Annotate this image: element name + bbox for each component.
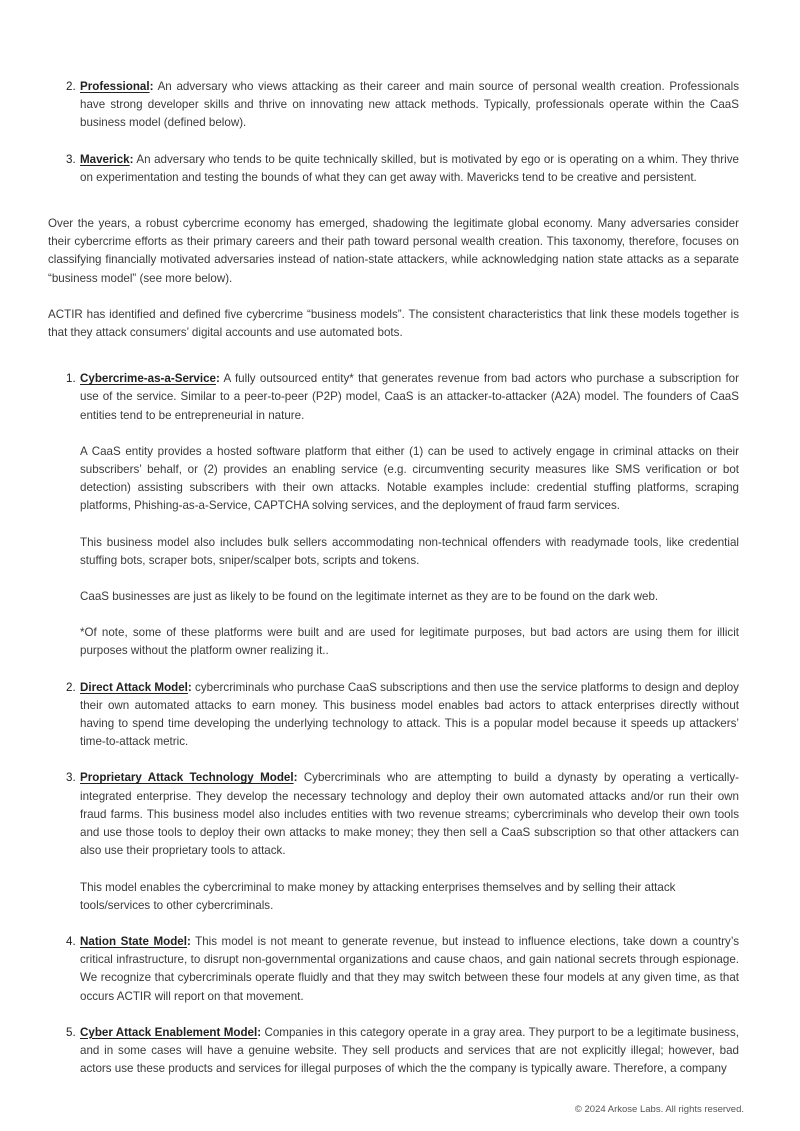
model-item-direct-attack <box>64 679 739 752</box>
definition-professional: An adversary who views attacking as their career and main source of personal wealth creation. Professionals have strong developer skills and thrive on innovating new attack methods. Typically, professionals operate within the CaaS business model (defined below). <box>80 80 739 130</box>
list-number: 3. <box>66 771 76 785</box>
term-professional: Professional <box>80 80 150 93</box>
caas-footnote: *Of note, some of these platforms were built and are used for legitimate purposes, but bad actors are using them for illicit purposes without the platform owner realizing it.. <box>80 626 739 658</box>
list-item-text: Maverick: An adversary who tends to be quite technically skilled, but is motivated by ego or is operating on a whim. They thrive on experimentation and testing the bounds of what they can get away with. Mavericks tend to be creative and persistent. <box>80 152 739 184</box>
intro-paragraph-business-models: ACTIR has identified and defined five cybercrime “business models”. The consistent characteristics that link these models together is that they attack consumers’ digital accounts and use automated bots. <box>48 307 739 340</box>
proprietary-paragraph: This model enables the cybercriminal to make money by attacking enterprises themselves and by selling their attack tools/services to other cybercriminals. <box>80 880 676 912</box>
model-text: Nation State Model: This model is not meant to generate revenue, but instead to influence elections, take down a country’s critical infrastructure, to disrupt non-governmental organizations and cause chaos, and gain national secrets through espionage. We recognize that cybercriminals operate fluidly and that they may switch between these four models at any given time, as that occurs ACTIR will report on that movement. <box>80 934 739 1003</box>
term-direct-attack: Direct Attack Model <box>80 680 188 694</box>
model-text: Proprietary Attack Technology Model: Cybercriminals who are attempting to build a dynasty by operating a vertically-integrated enterprise. They develop the necessary technology and deploy their own automated attacks and/or run their own fraud farms. This business model also includes entities with two revenue streams; cybercriminals who develop their own tools and use those tools to deploy their own attacks to make money; they then sell a CaaS subscription so that other attackers can also use their proprietary tools to attack. <box>80 771 739 858</box>
list-number: 5. <box>66 1025 76 1039</box>
definition-direct-attack: cybercriminals who purchase CaaS subscriptions and then use the service platforms to design and deploy their own automated attacks to earn money. This business model enables bad actors to attack enterprises directly without having to spend time developing the underlying technology to attack. This is a popular model because it speeds up attackers’ time-to-attack metric. <box>80 680 739 749</box>
model-item-caas <box>64 370 739 660</box>
model-text: Cyber Attack Enablement Model: Companies in this category operate in a gray area. They purport to be a legitimate business, and in some cases will have a genuine website. They sell products and services that are not explicitly illegal; however, bad actors use these products and services for illegal purposes of which the the company is typically aware. Therefore, a company <box>80 1025 739 1076</box>
term-nation-state: Nation State Model <box>80 934 187 948</box>
definition-caas: A fully outsourced entity* that generates revenue from bad actors who purchase a subscription for use of the service. Similar to a peer-to-peer (P2P) model, CaaS is an attacker-to-attacker (A2A) model. The founders of CaaS entities tend to be entrepreneurial in nature. <box>80 372 739 422</box>
list-item-professional <box>64 78 739 133</box>
definition-enablement: Companies in this category operate in a gray area. They purport to be a legitimate business, and in some cases will have a genuine website. They sell products and services that are not explicitly illegal; however, bad actors use these products and services for illegal purposes of which the the company is typically aware. Therefore, a company <box>80 1025 739 1076</box>
caas-paragraph-location: CaaS businesses are just as likely to be found on the legitimate internet as they are to be found on the dark web. <box>80 590 659 604</box>
list-number: 3. <box>66 152 76 166</box>
list-number: 4. <box>66 934 76 948</box>
model-item-proprietary <box>64 769 739 914</box>
model-item-nation-state <box>64 933 739 1006</box>
list-number: 2. <box>66 80 76 93</box>
caas-paragraph-platform: A CaaS entity provides a hosted software platform that either (1) can be used to actively engage in criminal attacks on their subscribers’ behalf, or (2) provides an enabling service (e.g. circumventing security measures like SMS verification or bot detection) assisting subscribers with their own attacks. Notable examples include: credential stuffing platforms, scraping platforms, Phishing-as-a-Service, CAPTCHA solving services, and the deployment of fraud farm services. <box>80 444 739 513</box>
intro-paragraph-economy: Over the years, a robust cybercrime economy has emerged, shadowing the legitimate global economy. Many adversaries consider their cybercrime efforts as their primary careers and their path toward personal wealth creation. This taxonomy, therefore, focuses on classifying financially motivated adversaries instead of nation-state attackers, while acknowledging nation state attacks as a separate “business model” (see more below). <box>48 217 739 285</box>
list-item-text: Professional: An adversary who views attacking as their career and main source of personal wealth creation. Professionals have strong developer skills and thrive on innovating new attack methods. Typically, professionals operate within the CaaS business model (defined below). <box>80 80 739 130</box>
definition-nation-state: This model is not meant to generate revenue, but instead to influence elections, take down a country’s critical infrastructure, to disrupt non-governmental organizations and cause chaos, and gain national secrets through espionage. We recognize that cybercriminals operate fluidly and that they may switch between these four models at any given time, as that occurs ACTIR will report on that movement. <box>80 934 739 1003</box>
model-text: Direct Attack Model: cybercriminals who purchase CaaS subscriptions and then use the service platforms to design and deploy their own automated attacks to earn money. This business model enables bad actors to attack enterprises directly without having to spend time developing the underlying technology to attack. This is a popular model because it speeds up attackers’ time-to-attack metric. <box>80 680 739 749</box>
caas-paragraph-bulk-sellers: This business model also includes bulk sellers accommodating non-technical offenders with readymade tools, like credential stuffing bots, scraper bots, sniper/scalper bots, scripts and tokens. <box>80 535 739 567</box>
definition-maverick: An adversary who tends to be quite technically skilled, but is motivated by ego or is operating on a whim. They thrive on experimentation and testing the bounds of what they can get away with. Mavericks tend to be creative and persistent. <box>80 152 739 184</box>
term-proprietary: Proprietary Attack Technology Model <box>80 771 294 785</box>
definition-proprietary: Cybercriminals who are attempting to build a dynasty by operating a vertically-integrated enterprise. They develop the necessary technology and deploy their own automated attacks and/or run their own fraud farms. This business model also includes entities with two revenue streams; cybercriminals who develop their own tools and use those tools to deploy their own attacks to make money; they then sell a CaaS subscription so that other attackers can also use their proprietary tools to attack. <box>80 771 739 858</box>
page-content <box>48 78 739 1078</box>
term-enablement: Cyber Attack Enablement Model <box>80 1025 258 1039</box>
list-number: 2. <box>66 680 76 694</box>
model-item-enablement <box>64 1024 739 1079</box>
model-text: Cybercrime-as-a-Service: A fully outsourced entity* that generates revenue from bad actors who purchase a subscription for use of the service. Similar to a peer-to-peer (P2P) model, CaaS is an attacker-to-attacker (A2A) model. The founders of CaaS entities tend to be entrepreneurial in nature. <box>80 372 739 422</box>
term-maverick: Maverick <box>80 152 130 166</box>
list-number: 1. <box>66 372 76 386</box>
list-item-maverick <box>64 151 739 187</box>
term-caas: Cybercrime-as-a-Service <box>80 372 216 386</box>
copyright-footer: © 2024 Arkose Labs. All rights reserved. <box>574 1104 744 1115</box>
